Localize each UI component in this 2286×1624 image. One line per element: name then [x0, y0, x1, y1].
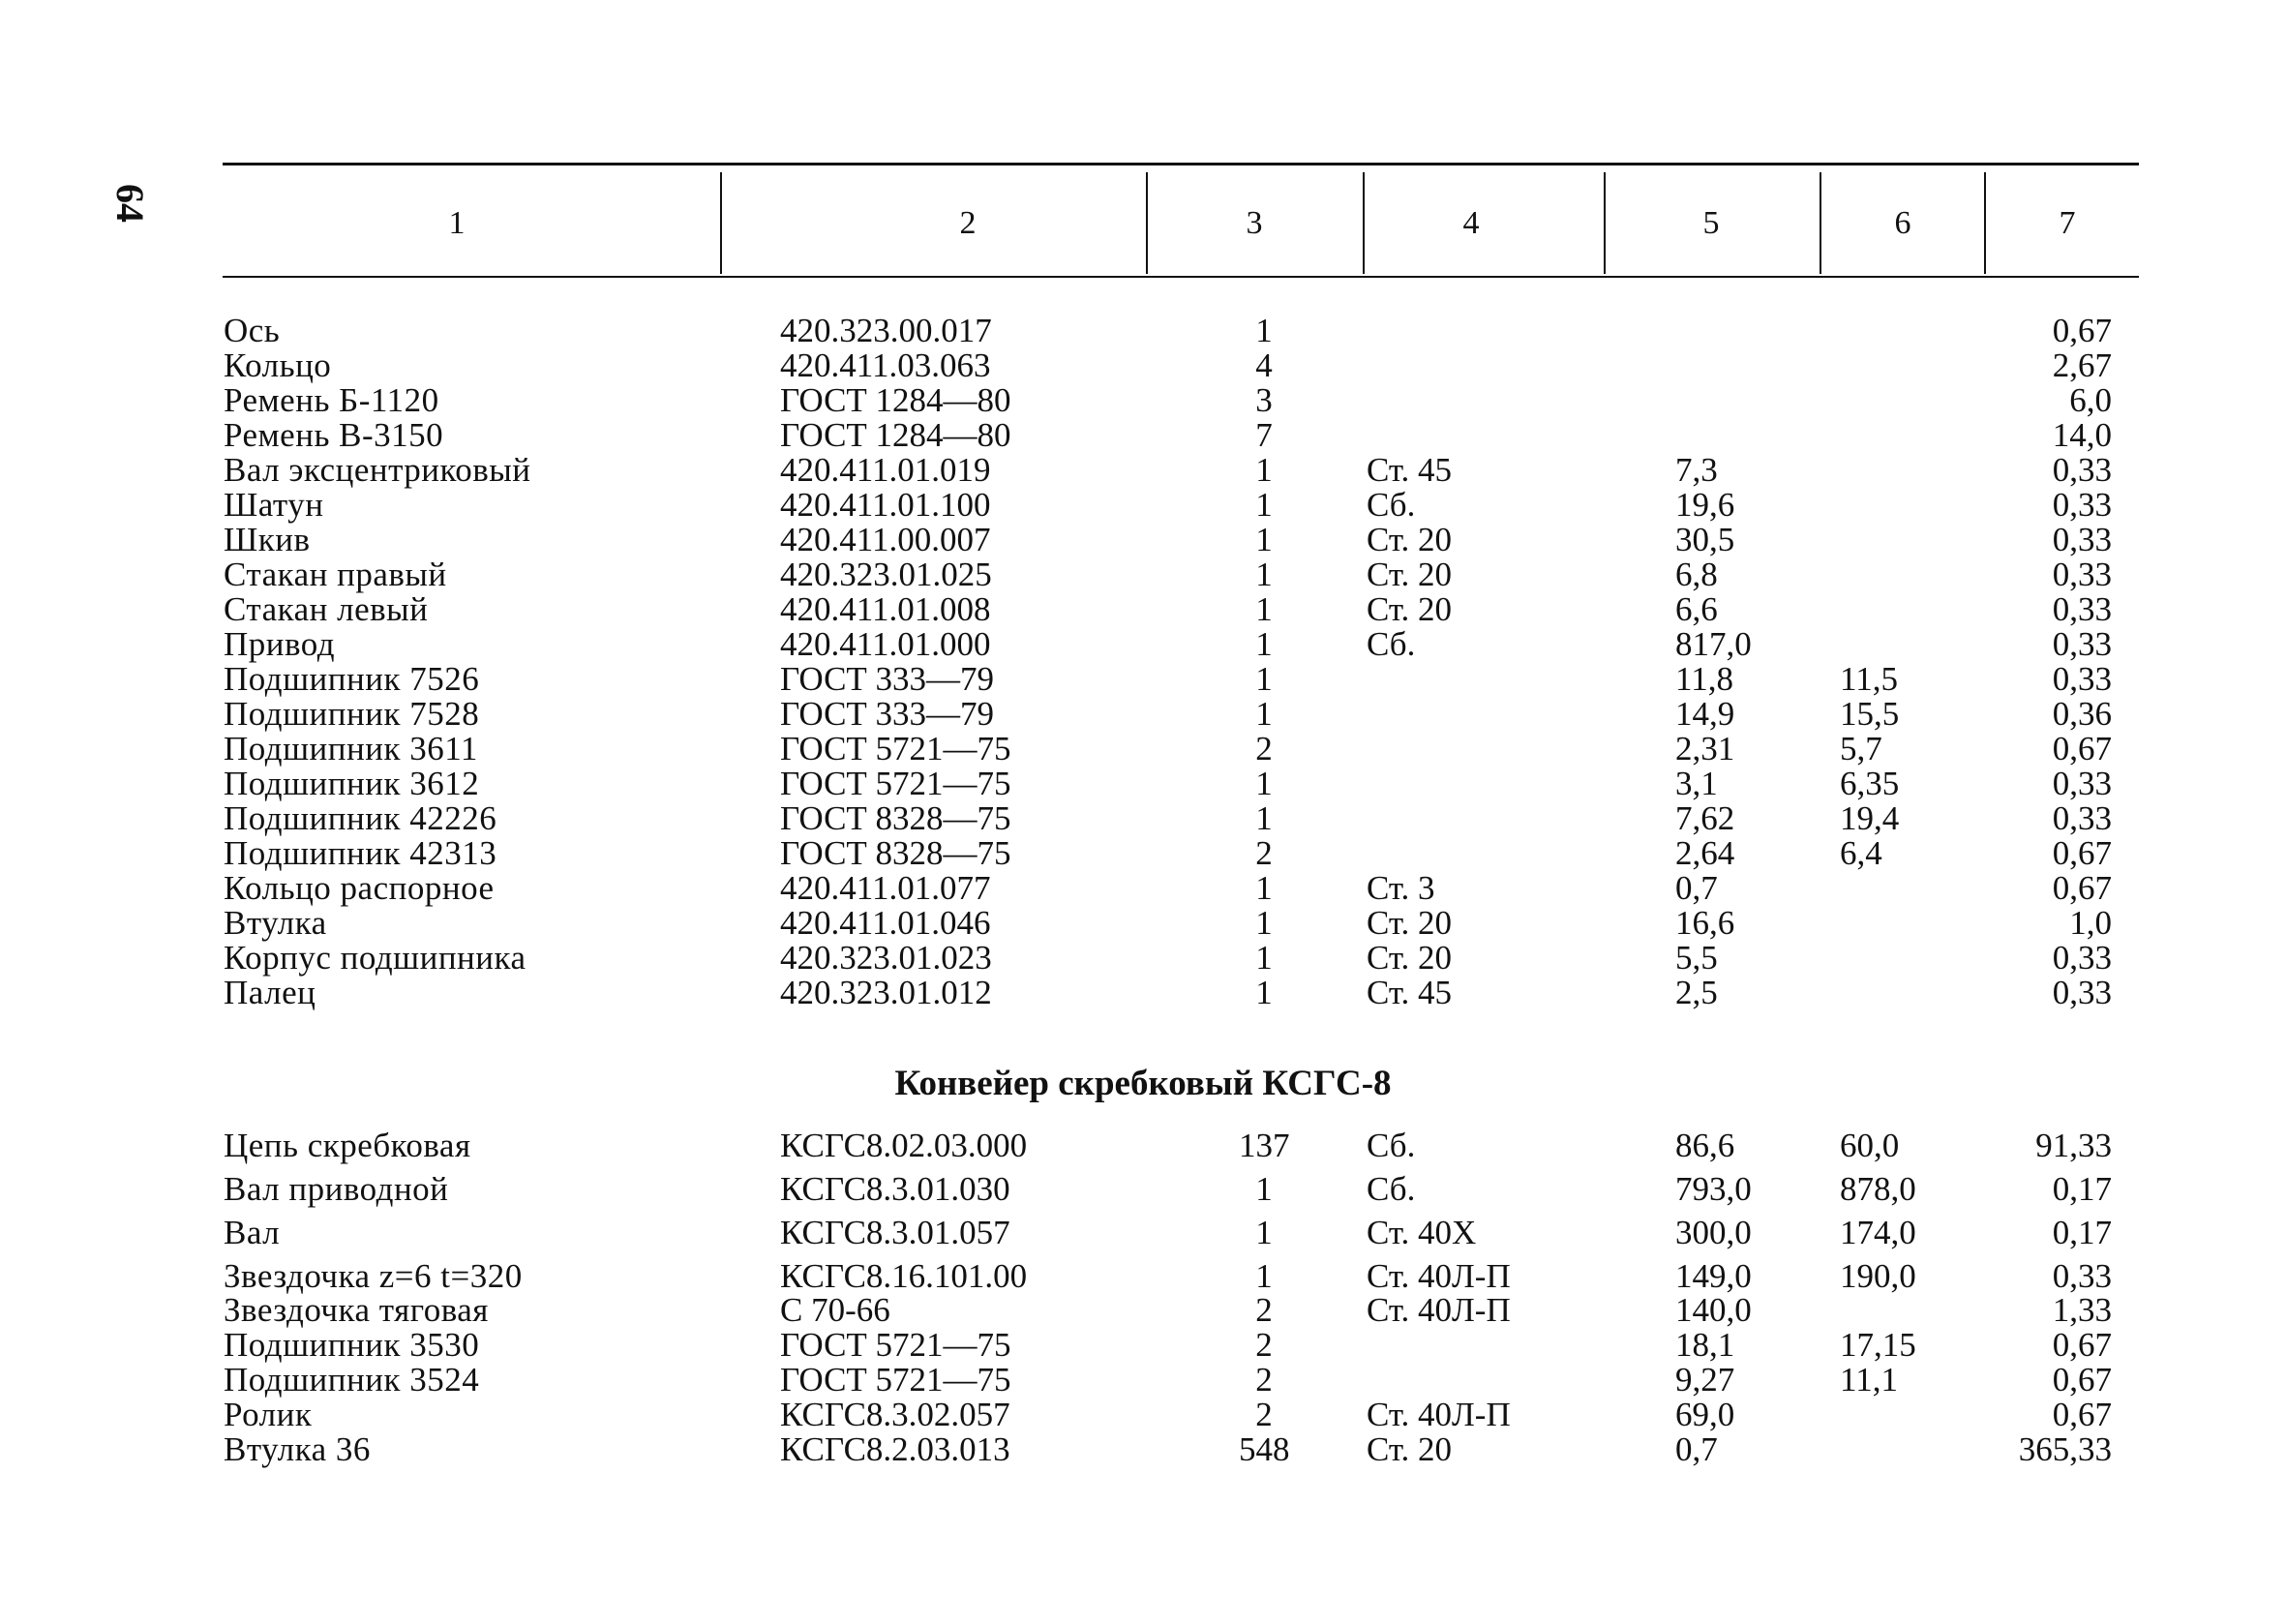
- table-cell-col-2: 420.411.01.100: [780, 486, 991, 524]
- table-row: [0, 1259, 2286, 1294]
- table-cell-col-7: 1,0: [2069, 904, 2112, 942]
- table-cell-col-1: Подшипник 3530: [224, 1326, 480, 1364]
- table-row: [0, 1293, 2286, 1328]
- table-cell-col-3: 1: [1255, 1170, 1273, 1208]
- table-cell-col-2: С 70-66: [780, 1291, 890, 1329]
- table-top-rule: [223, 163, 2139, 165]
- table-row: [0, 1432, 2286, 1467]
- table-row: [0, 1128, 2286, 1163]
- table-cell-col-2: 420.323.01.025: [780, 556, 992, 593]
- table-cell-col-6: 60,0: [1840, 1127, 1900, 1164]
- table-cell-col-5: 2,31: [1675, 730, 1735, 767]
- table-cell-col-5: 19,6: [1675, 486, 1735, 524]
- table-cell-col-3: 2: [1255, 730, 1273, 767]
- table-cell-col-5: 300,0: [1675, 1214, 1752, 1251]
- table-cell-col-2: ГОСТ 5721—75: [780, 1326, 1011, 1364]
- table-cell-col-2: КСГС8.3.02.057: [780, 1396, 1010, 1433]
- table-cell-col-7: 0,33: [2052, 556, 2112, 593]
- table-cell-col-5: 2,5: [1675, 974, 1718, 1011]
- table-cell-col-2: ГОСТ 333—79: [780, 695, 995, 733]
- table-cell-col-2: КСГС8.02.03.000: [780, 1127, 1028, 1164]
- table-cell-col-3: 2: [1255, 1361, 1273, 1398]
- table-cell-col-2: 420.411.01.077: [780, 869, 991, 907]
- table-cell-col-7: 365,33: [2018, 1430, 2112, 1468]
- table-cell-col-7: 0,36: [2052, 695, 2112, 733]
- table-cell-col-5: 5,5: [1675, 939, 1718, 977]
- table-cell-col-3: 548: [1239, 1430, 1290, 1468]
- table-cell-col-1: Цепь скребковая: [224, 1127, 471, 1164]
- table-row: [0, 348, 2286, 383]
- table-cell-col-2: ГОСТ 333—79: [780, 660, 995, 698]
- table-cell-col-1: Ролик: [224, 1396, 313, 1433]
- table-cell-col-1: Палец: [224, 974, 316, 1011]
- table-cell-col-7: 0,67: [2052, 1396, 2112, 1433]
- table-cell-col-5: 6,6: [1675, 590, 1718, 628]
- table-row: [0, 1328, 2286, 1363]
- table-cell-col-1: Подшипник 7528: [224, 695, 480, 733]
- table-cell-col-7: 2,67: [2052, 346, 2112, 384]
- table-row: [0, 1363, 2286, 1398]
- column-separator: [1363, 172, 1365, 274]
- table-cell-col-7: 0,33: [2052, 660, 2112, 698]
- table-cell-col-1: Ремень Б-1120: [224, 381, 439, 419]
- header-col-7: 7: [2059, 205, 2076, 241]
- table-row: [0, 801, 2286, 836]
- table-cell-col-1: Ось: [224, 312, 281, 349]
- table-row: [0, 662, 2286, 697]
- table-cell-col-4: Сб.: [1367, 1170, 1416, 1208]
- header-col-2: 2: [959, 205, 977, 241]
- table-row: [0, 314, 2286, 348]
- table-row: [0, 453, 2286, 488]
- table-cell-col-1: Корпус подшипника: [224, 939, 526, 977]
- table-cell-col-1: Шатун: [224, 486, 324, 524]
- table-row: [0, 976, 2286, 1010]
- table-cell-col-5: 2,64: [1675, 834, 1735, 872]
- table-cell-col-4: Ст. 45: [1367, 451, 1453, 489]
- table-cell-col-3: 137: [1239, 1127, 1290, 1164]
- table-row: [0, 488, 2286, 523]
- table-cell-col-5: 817,0: [1675, 625, 1752, 663]
- column-separator: [720, 172, 722, 274]
- section-title: Конвейер скребковый КСГС-8: [894, 1064, 1392, 1103]
- table-cell-col-3: 1: [1255, 660, 1273, 698]
- table-cell-col-1: Подшипник 7526: [224, 660, 480, 698]
- table-cell-col-3: 2: [1255, 1396, 1273, 1433]
- table-row: [0, 1398, 2286, 1432]
- table-cell-col-3: 1: [1255, 904, 1273, 942]
- table-cell-col-5: 18,1: [1675, 1326, 1735, 1364]
- table-cell-col-1: Подшипник 42226: [224, 799, 497, 837]
- table-cell-col-2: ГОСТ 1284—80: [780, 381, 1011, 419]
- table-cell-col-4: Ст. 20: [1367, 1430, 1453, 1468]
- header-bottom-rule: [223, 276, 2139, 278]
- table-cell-col-3: 1: [1255, 1214, 1273, 1251]
- table-row: [0, 1172, 2286, 1207]
- table-cell-col-2: КСГС8.2.03.013: [780, 1430, 1010, 1468]
- table-cell-col-2: 420.411.01.008: [780, 590, 991, 628]
- table-cell-col-7: 6,0: [2069, 381, 2112, 419]
- table-cell-col-1: Вал: [224, 1214, 281, 1251]
- table-cell-col-4: Сб.: [1367, 486, 1416, 524]
- table-cell-col-1: Втулка 36: [224, 1430, 371, 1468]
- header-col-5: 5: [1702, 205, 1720, 241]
- table-cell-col-1: Звездочка z=6 t=320: [224, 1257, 523, 1295]
- header-col-6: 6: [1894, 205, 1911, 241]
- table-cell-col-3: 1: [1255, 625, 1273, 663]
- column-separator: [1604, 172, 1606, 274]
- table-cell-col-3: 1: [1255, 799, 1273, 837]
- table-cell-col-5: 16,6: [1675, 904, 1735, 942]
- table-cell-col-1: Стакан правый: [224, 556, 447, 593]
- table-cell-col-5: 7,62: [1675, 799, 1735, 837]
- table-cell-col-3: 1: [1255, 521, 1273, 558]
- table-cell-col-6: 19,4: [1840, 799, 1900, 837]
- table-cell-col-2: ГОСТ 8328—75: [780, 834, 1011, 872]
- table-cell-col-6: 6,4: [1840, 834, 1882, 872]
- table-cell-col-5: 14,9: [1675, 695, 1735, 733]
- table-cell-col-6: 11,1: [1840, 1361, 1898, 1398]
- table-cell-col-4: Ст. 20: [1367, 939, 1453, 977]
- table-cell-col-7: 0,67: [2052, 1361, 2112, 1398]
- column-separator: [1146, 172, 1148, 274]
- table-cell-col-4: Ст. 40Л-П: [1367, 1396, 1511, 1433]
- table-cell-col-7: 0,33: [2052, 939, 2112, 977]
- table-cell-col-3: 3: [1255, 381, 1273, 419]
- table-cell-col-5: 0,7: [1675, 869, 1718, 907]
- table-cell-col-5: 0,7: [1675, 1430, 1718, 1468]
- table-cell-col-2: ГОСТ 8328—75: [780, 799, 1011, 837]
- table-cell-col-1: Привод: [224, 625, 336, 663]
- table-cell-col-1: Подшипник 3611: [224, 730, 478, 767]
- table-cell-col-2: КСГС8.16.101.00: [780, 1257, 1028, 1295]
- table-cell-col-3: 1: [1255, 590, 1273, 628]
- table-row: [0, 383, 2286, 418]
- table-cell-col-1: Вал приводной: [224, 1170, 449, 1208]
- table-cell-col-1: Кольцо распорное: [224, 869, 495, 907]
- table-cell-col-3: 2: [1255, 1326, 1273, 1364]
- table-cell-col-4: Ст. 45: [1367, 974, 1453, 1011]
- table-cell-col-4: Сб.: [1367, 1127, 1416, 1164]
- table-row: [0, 1216, 2286, 1250]
- header-col-3: 3: [1246, 205, 1263, 241]
- table-row: [0, 627, 2286, 662]
- table-cell-col-5: 3,1: [1675, 765, 1718, 802]
- page-number: 64: [108, 184, 152, 223]
- table-cell-col-1: Шкив: [224, 521, 311, 558]
- table-cell-col-1: Втулка: [224, 904, 327, 942]
- table-cell-col-7: 0,67: [2052, 869, 2112, 907]
- table-cell-col-7: 0,17: [2052, 1214, 2112, 1251]
- table-cell-col-2: ГОСТ 1284—80: [780, 416, 1011, 454]
- header-col-4: 4: [1462, 205, 1480, 241]
- table-cell-col-6: 5,7: [1840, 730, 1882, 767]
- table-cell-col-7: 0,33: [2052, 486, 2112, 524]
- table-cell-col-5: 69,0: [1675, 1396, 1735, 1433]
- table-cell-col-2: 420.411.01.046: [780, 904, 991, 942]
- table-cell-col-2: ГОСТ 5721—75: [780, 765, 1011, 802]
- table-cell-col-7: 0,67: [2052, 834, 2112, 872]
- table-cell-col-5: 86,6: [1675, 1127, 1735, 1164]
- table-cell-col-1: Звездочка тяговая: [224, 1291, 489, 1329]
- table-cell-col-6: 878,0: [1840, 1170, 1916, 1208]
- table-cell-col-7: 0,33: [2052, 765, 2112, 802]
- table-cell-col-6: 6,35: [1840, 765, 1900, 802]
- table-cell-col-7: 0,17: [2052, 1170, 2112, 1208]
- table-cell-col-4: Ст. 20: [1367, 521, 1453, 558]
- table-cell-col-1: Вал эксцентриковый: [224, 451, 531, 489]
- table-cell-col-2: КСГС8.3.01.057: [780, 1214, 1010, 1251]
- table-cell-col-3: 1: [1255, 1257, 1273, 1295]
- table-cell-col-4: Сб.: [1367, 625, 1416, 663]
- table-cell-col-4: Ст. 40Л-П: [1367, 1257, 1511, 1295]
- table-cell-col-4: Ст. 20: [1367, 590, 1453, 628]
- table-cell-col-5: 6,8: [1675, 556, 1718, 593]
- table-cell-col-5: 7,3: [1675, 451, 1718, 489]
- table-cell-col-1: Стакан левый: [224, 590, 429, 628]
- table-cell-col-5: 30,5: [1675, 521, 1735, 558]
- column-separator: [1820, 172, 1821, 274]
- table-cell-col-6: 15,5: [1840, 695, 1900, 733]
- table-cell-col-1: Ремень В-3150: [224, 416, 444, 454]
- table-row: [0, 836, 2286, 871]
- table-cell-col-7: 0,33: [2052, 799, 2112, 837]
- table-cell-col-2: 420.411.01.000: [780, 625, 991, 663]
- table-cell-col-5: 9,27: [1675, 1361, 1735, 1398]
- table-cell-col-5: 793,0: [1675, 1170, 1752, 1208]
- table-row: [0, 697, 2286, 732]
- table-cell-col-3: 1: [1255, 486, 1273, 524]
- table-cell-col-3: 1: [1255, 695, 1273, 733]
- table-cell-col-7: 0,33: [2052, 974, 2112, 1011]
- table-row: [0, 906, 2286, 941]
- table-cell-col-2: 420.323.01.023: [780, 939, 992, 977]
- table-cell-col-3: 1: [1255, 765, 1273, 802]
- table-cell-col-3: 1: [1255, 556, 1273, 593]
- table-cell-col-7: 14,0: [2052, 416, 2112, 454]
- table-cell-col-2: 420.323.00.017: [780, 312, 992, 349]
- table-cell-col-3: 7: [1255, 416, 1273, 454]
- table-cell-col-6: 174,0: [1840, 1214, 1916, 1251]
- table-cell-col-2: 420.323.01.012: [780, 974, 992, 1011]
- table-cell-col-1: Подшипник 3612: [224, 765, 480, 802]
- table-cell-col-3: 1: [1255, 974, 1273, 1011]
- table-cell-col-4: Ст. 40Х: [1367, 1214, 1477, 1251]
- table-cell-col-7: 0,33: [2052, 521, 2112, 558]
- table-cell-col-7: 91,33: [2035, 1127, 2112, 1164]
- table-row: [0, 557, 2286, 592]
- table-cell-col-6: 11,5: [1840, 660, 1898, 698]
- table-cell-col-7: 0,33: [2052, 625, 2112, 663]
- table-cell-col-1: Кольцо: [224, 346, 332, 384]
- table-cell-col-2: ГОСТ 5721—75: [780, 1361, 1011, 1398]
- table-cell-col-2: 420.411.01.019: [780, 451, 991, 489]
- table-cell-col-7: 1,33: [2052, 1291, 2112, 1329]
- table-row: [0, 732, 2286, 767]
- table-row: [0, 871, 2286, 906]
- table-cell-col-4: Ст. 20: [1367, 556, 1453, 593]
- table-cell-col-2: 420.411.03.063: [780, 346, 991, 384]
- table-cell-col-3: 4: [1255, 346, 1273, 384]
- table-cell-col-1: Подшипник 42313: [224, 834, 497, 872]
- table-cell-col-2: КСГС8.3.01.030: [780, 1170, 1010, 1208]
- table-cell-col-7: 0,33: [2052, 590, 2112, 628]
- table-row: [0, 941, 2286, 976]
- table-cell-col-6: 17,15: [1840, 1326, 1916, 1364]
- table-cell-col-5: 149,0: [1675, 1257, 1752, 1295]
- table-cell-col-3: 1: [1255, 451, 1273, 489]
- table-cell-col-2: 420.411.00.007: [780, 521, 991, 558]
- table-row: [0, 523, 2286, 557]
- table-cell-col-7: 0,67: [2052, 1326, 2112, 1364]
- table-cell-col-6: 190,0: [1840, 1257, 1916, 1295]
- table-cell-col-4: Ст. 40Л-П: [1367, 1291, 1511, 1329]
- table-cell-col-3: 2: [1255, 834, 1273, 872]
- table-cell-col-7: 0,33: [2052, 1257, 2112, 1295]
- table-cell-col-7: 0,67: [2052, 730, 2112, 767]
- table-cell-col-3: 1: [1255, 939, 1273, 977]
- column-separator: [1984, 172, 1986, 274]
- table-cell-col-1: Подшипник 3524: [224, 1361, 480, 1398]
- table-cell-col-3: 1: [1255, 312, 1273, 349]
- table-cell-col-4: Ст. 20: [1367, 904, 1453, 942]
- table-row: [0, 767, 2286, 801]
- table-cell-col-5: 11,8: [1675, 660, 1733, 698]
- table-cell-col-5: 140,0: [1675, 1291, 1752, 1329]
- table-row: [0, 418, 2286, 453]
- table-cell-col-3: 2: [1255, 1291, 1273, 1329]
- table-cell-col-4: Ст. 3: [1367, 869, 1435, 907]
- table-cell-col-3: 1: [1255, 869, 1273, 907]
- header-col-1: 1: [448, 205, 466, 241]
- table-cell-col-2: ГОСТ 5721—75: [780, 730, 1011, 767]
- table-cell-col-7: 0,67: [2052, 312, 2112, 349]
- table-cell-col-7: 0,33: [2052, 451, 2112, 489]
- table-row: [0, 592, 2286, 627]
